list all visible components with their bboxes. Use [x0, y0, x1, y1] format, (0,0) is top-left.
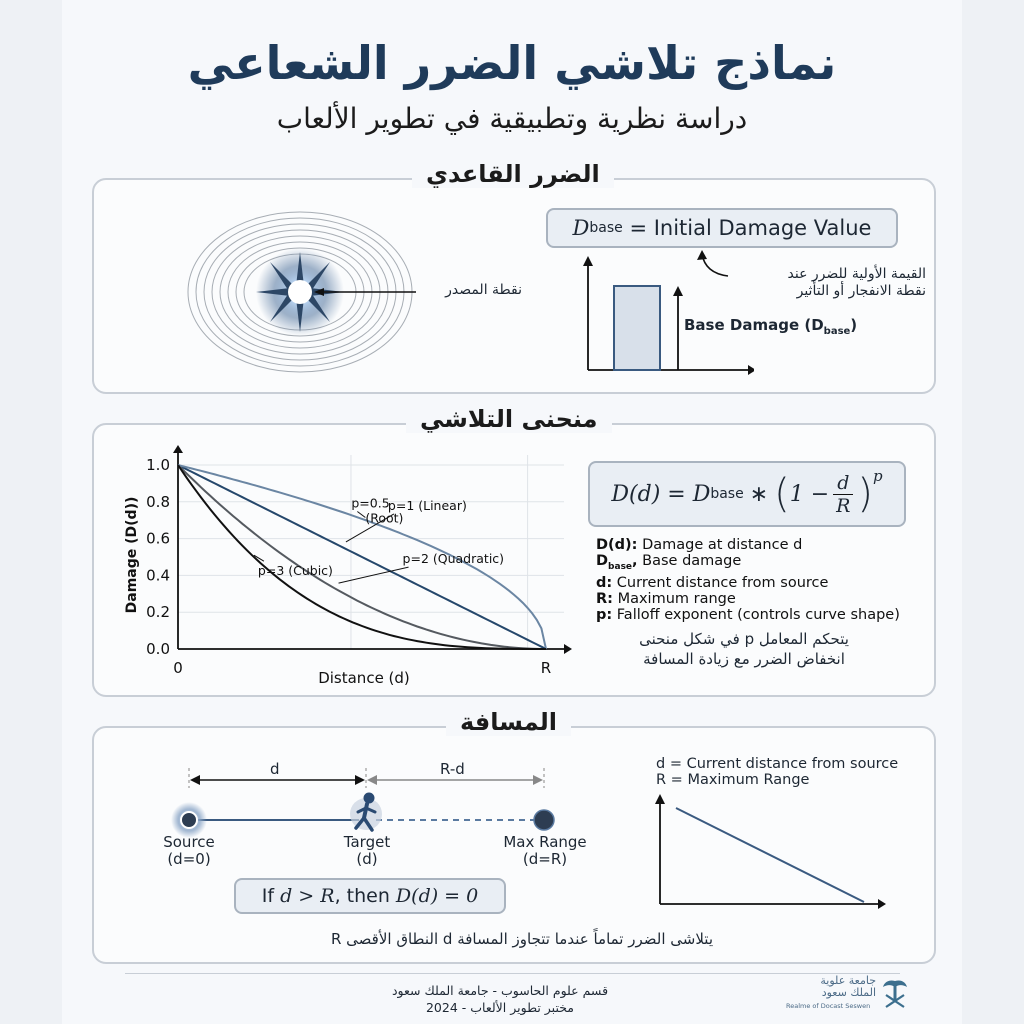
falloff-formula-num: d [833, 472, 853, 495]
page-subtitle: دراسة نظرية وتطبيقية في تطوير الألعاب [276, 102, 748, 135]
falloff-formula-exp: p [872, 467, 883, 485]
target-sub: (d) [356, 850, 378, 868]
max-range-sub: (d=R) [522, 850, 568, 868]
bar-label-text: Base Damage (D [684, 316, 824, 334]
falloff-formula-mul: ∗ [749, 481, 769, 507]
falloff-formula-den: R [836, 494, 851, 517]
falloff-formula-lhs: D(d) = D [611, 481, 711, 507]
falloff-note [614, 629, 874, 669]
condition-formula-box [234, 878, 506, 914]
falloff-note-line1: يتحكم المعامل p في شكل منحنى [639, 630, 849, 648]
chart-y-tick-label: 0.8 [146, 492, 170, 511]
chart-y-tick-label: 0.6 [146, 529, 170, 548]
max-range-node-icon [534, 810, 554, 830]
chart-label-leader [357, 512, 365, 518]
chart-y-tick-label: 0.2 [146, 603, 170, 622]
max-range-name: Max Range [503, 833, 587, 851]
chart-series-label: p=3 (Cubic) [257, 563, 333, 579]
distance-diagram [154, 758, 574, 898]
chart-series-label: p=2 (Quadratic) [402, 551, 505, 567]
chart-x-tick-label: R [540, 659, 552, 677]
chart-y-tick-label: 0.0 [146, 640, 170, 658]
distance-def-d: d = Current distance from source [656, 756, 899, 772]
base-formula-sub: base [589, 220, 623, 236]
base-note-line1: القيمة الأولية للضرر عند [787, 266, 926, 282]
falloff-panel-title: منحنى التلاشي [406, 405, 612, 433]
max-range-node-label [490, 834, 600, 868]
distance-note: يتلاشى الضرر تماماً عندما تتجاوز المسافة d النطاق الأقصى R [330, 930, 714, 948]
base-formula-symbol: D [572, 216, 590, 240]
falloff-legend [596, 537, 926, 623]
chart-series-label: p=0.5 (Root) [351, 495, 404, 526]
palm-emblem-icon [880, 975, 910, 1013]
base-damage-panel-title: الضرر القاعدي [412, 160, 614, 188]
distance-rd-label: R-d [440, 760, 465, 778]
falloff-formula-sub: base [710, 486, 744, 502]
chart-x-axis-label: Distance (d) [318, 669, 410, 687]
page-title: نماذج تلاشي الضرر الشعاعي [187, 36, 837, 90]
target-name: Target [343, 833, 391, 851]
chart-y-axis-label: Damage (D(d)) [124, 496, 140, 614]
bar-label-end: ) [850, 316, 858, 334]
footer-line2: مختبر تطوير الألعاب - 2024 [425, 1000, 574, 1015]
chart-series-label: p=1 (Linear) [387, 497, 467, 513]
chart-x-axis-arrow [564, 644, 572, 654]
condition-math: d > R [280, 885, 335, 907]
falloff-formula-box: D(d) = D base ∗ ( 1 − $\frac{d}{R}$ ) $^p$ [588, 461, 906, 527]
condition-prefix: If [261, 885, 275, 907]
logo-line2: الملك سعود [821, 986, 876, 999]
linear-falloff-mini-chart [650, 790, 890, 914]
chart-y-axis-arrow [173, 445, 183, 453]
condition-mid: , then [334, 885, 390, 907]
distance-panel [92, 708, 936, 964]
distance-panel-title: المسافة [446, 708, 571, 736]
footer-line1: قسم علوم الحاسوب - جامعة الملك سعود [391, 983, 609, 998]
base-damage-panel [92, 160, 936, 394]
footer-text [360, 982, 640, 1016]
source-sub: (d=0) [167, 850, 211, 868]
condition-result: D(d) = 0 [395, 885, 479, 907]
falloff-formula-one: 1 − [789, 481, 830, 507]
source-burst-illustration [184, 206, 424, 376]
source-name: Source [163, 833, 215, 851]
chart-x-tick-label: 0 [173, 659, 183, 677]
base-damage-axis-label [684, 316, 857, 337]
source-point-label: نقطة المصدر [445, 282, 522, 298]
distance-d-label: d [270, 760, 280, 778]
target-node-label [322, 834, 412, 868]
source-node-label [144, 834, 234, 868]
legend-item: D(d): Damage at distance d [596, 537, 803, 553]
base-note-line2: نقطة الانفجار أو التأثير [796, 283, 926, 299]
base-damage-note [726, 266, 926, 300]
distance-definitions [656, 756, 898, 788]
base-damage-formula-box [546, 208, 898, 248]
chart-y-tick-label: 1.0 [146, 456, 170, 474]
bar-label-sub: base [823, 326, 851, 337]
chart-y-tick-label: 0.4 [146, 566, 170, 585]
base-formula-text: = Initial Damage Value [629, 216, 872, 240]
legend-item: p: Falloff exponent (controls curve shape) [596, 606, 900, 623]
falloff-note-line2: انخفاض الضرر مع زيادة المسافة [643, 650, 845, 668]
legend-item: $D_{base}$, Base damage [596, 553, 742, 572]
university-logo [786, 975, 916, 1015]
falloff-chart [114, 445, 584, 695]
distance-def-r: R = Maximum Range [656, 772, 810, 788]
logo-line3: Realme of Docast Seswen [786, 1002, 871, 1010]
logo-line1: جامعة علوية [820, 974, 876, 987]
legend-item: d: Current distance from source [596, 574, 829, 591]
falloff-panel [92, 405, 936, 697]
legend-item: R: Maximum range [596, 590, 736, 607]
footer-divider [125, 973, 900, 974]
